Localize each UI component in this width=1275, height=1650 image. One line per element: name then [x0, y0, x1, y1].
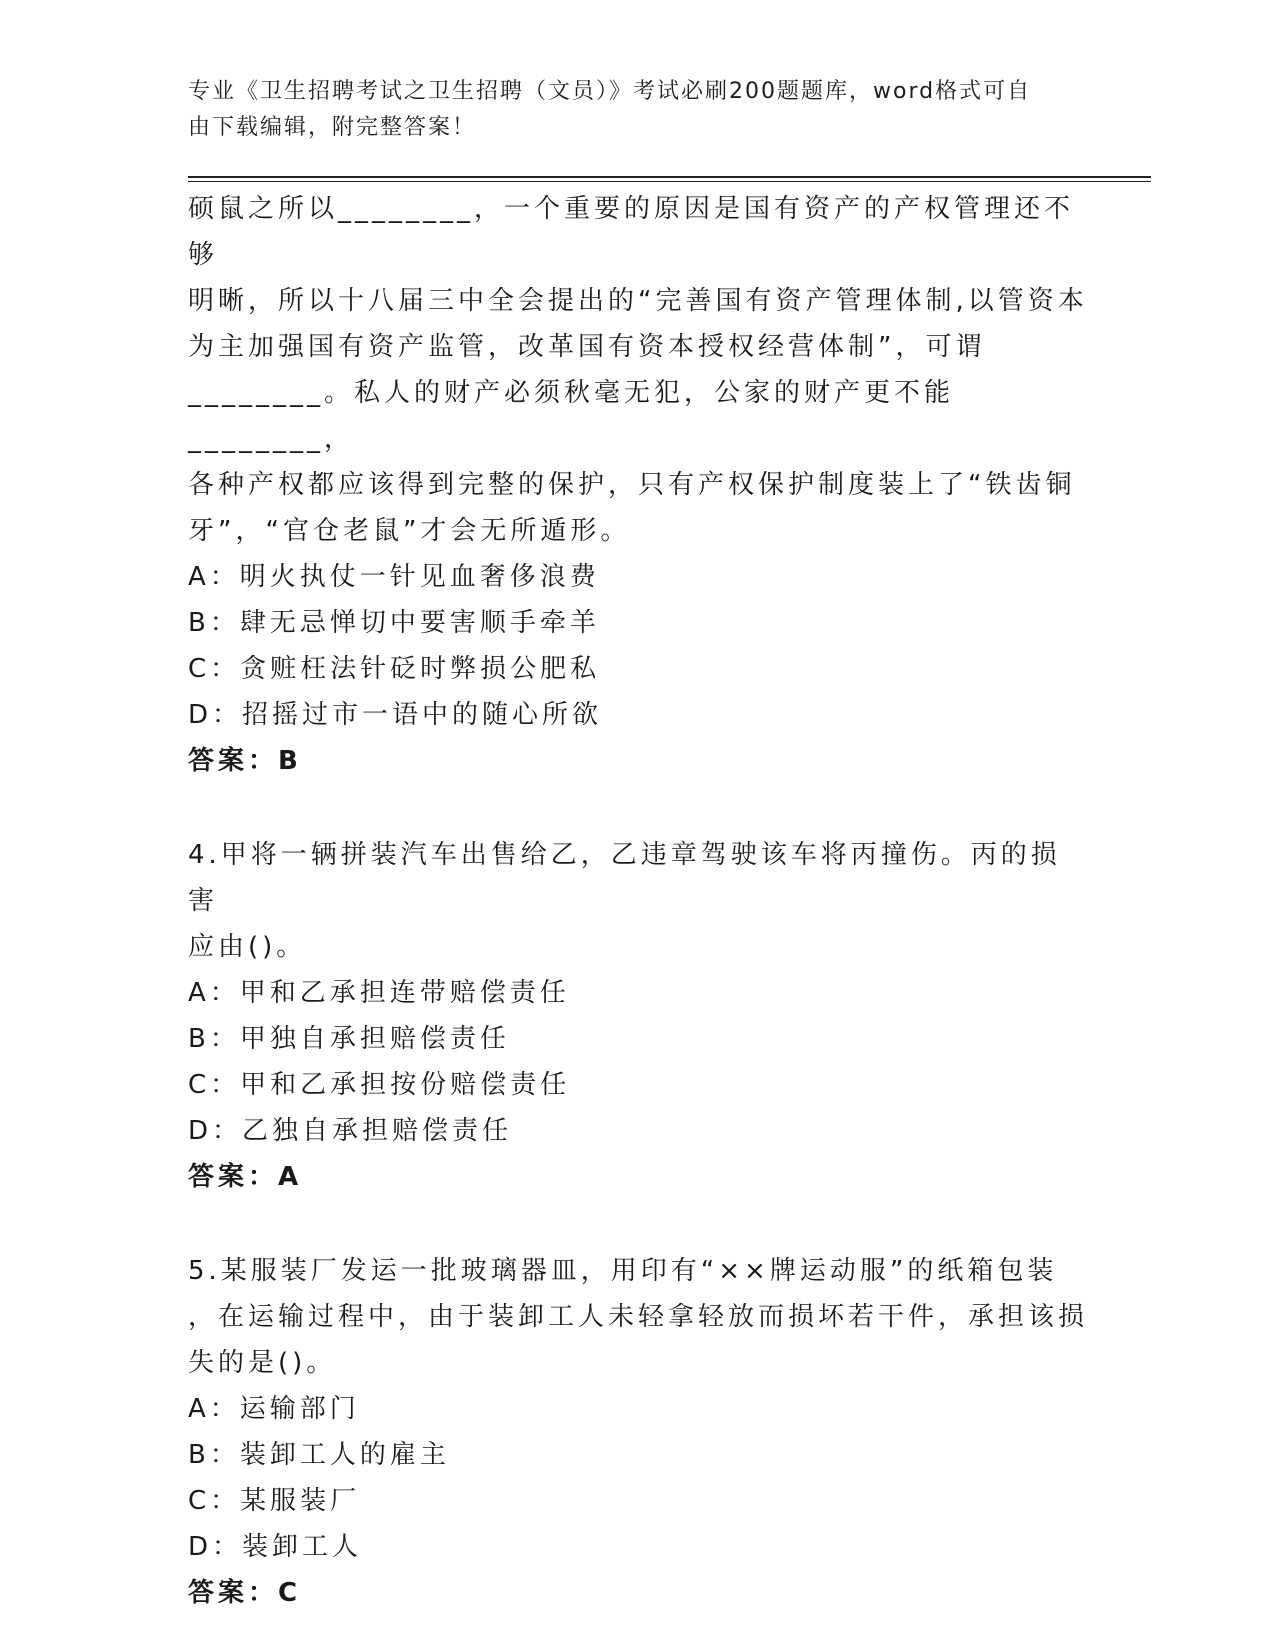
option-c: C：甲和乙承担按份赔偿责任	[188, 1070, 571, 1100]
header-line-1: 专业《卫生招聘考试之卫生招聘（文员）》考试必刷200题题库，word格式可自	[188, 79, 1032, 104]
question-stem-line: 失的是()。	[188, 1348, 337, 1378]
question-stem-line: 明晰，所以十八届三中全会提出的“完善国有资产管理体制,以管资本	[188, 286, 1088, 316]
option-d: D：招摇过市一语中的随心所欲	[188, 700, 603, 730]
question-stem-line: 为主加强国有资产监管，改革国有资本授权经营体制”，可谓	[188, 332, 986, 362]
spacer	[188, 784, 1088, 832]
question-stem-line: 硕鼠之所以________，一个重要的原因是国有资产的产权管理还不够	[188, 194, 1075, 270]
option-a: A：运输部门	[188, 1394, 360, 1424]
question-block	[188, 832, 1088, 1200]
option-a: A：甲和乙承担连带赔偿责任	[188, 978, 570, 1008]
option-a: A：明火执仗一针见血奢侈浪费	[188, 562, 600, 592]
option-b: B：肆无忌惮切中要害顺手牵羊	[188, 608, 600, 638]
question-stem-line: 4.甲将一辆拼装汽车出售给乙，乙违章驾驶该车将丙撞伤。丙的损害	[188, 840, 1061, 916]
answer-line: 答案：A	[188, 1162, 303, 1192]
question-stem-line: ________。私人的财产必须秋毫无犯，公家的财产更不能________，	[188, 378, 955, 454]
option-b: B：甲独自承担赔偿责任	[188, 1024, 510, 1054]
question-block	[188, 1248, 1088, 1616]
header-divider-thin	[188, 181, 1151, 182]
question-stem-line: 牙”，“官仓老鼠”才会无所遁形。	[188, 516, 631, 546]
option-c: C：某服装厂	[188, 1486, 361, 1516]
question-list	[188, 186, 1088, 1616]
option-b: B：装卸工人的雇主	[188, 1440, 450, 1470]
option-d: D：乙独自承担赔偿责任	[188, 1116, 513, 1146]
question-stem-line: 5.某服装厂发运一批玻璃器皿，用印有“××牌运动服”的纸箱包装	[188, 1256, 1058, 1286]
header-divider-thick	[188, 176, 1151, 178]
spacer	[188, 1200, 1088, 1248]
answer-line: 答案：C	[188, 1578, 302, 1608]
document-header	[188, 74, 1068, 146]
question-stem-line: 应由()。	[188, 932, 307, 962]
question-block	[188, 186, 1088, 784]
question-stem-line: 各种产权都应该得到完整的保护，只有产权保护制度装上了“铁齿铜	[188, 470, 1076, 500]
option-d: D：装卸工人	[188, 1532, 363, 1562]
question-stem-line: ，在运输过程中，由于装卸工人未轻拿轻放而损坏若干件，承担该损	[188, 1302, 1089, 1332]
option-c: C：贪赃枉法针砭时弊损公肥私	[188, 654, 601, 684]
answer-line: 答案：B	[188, 746, 302, 776]
header-line-2: 由下载编辑，附完整答案！	[188, 115, 477, 140]
